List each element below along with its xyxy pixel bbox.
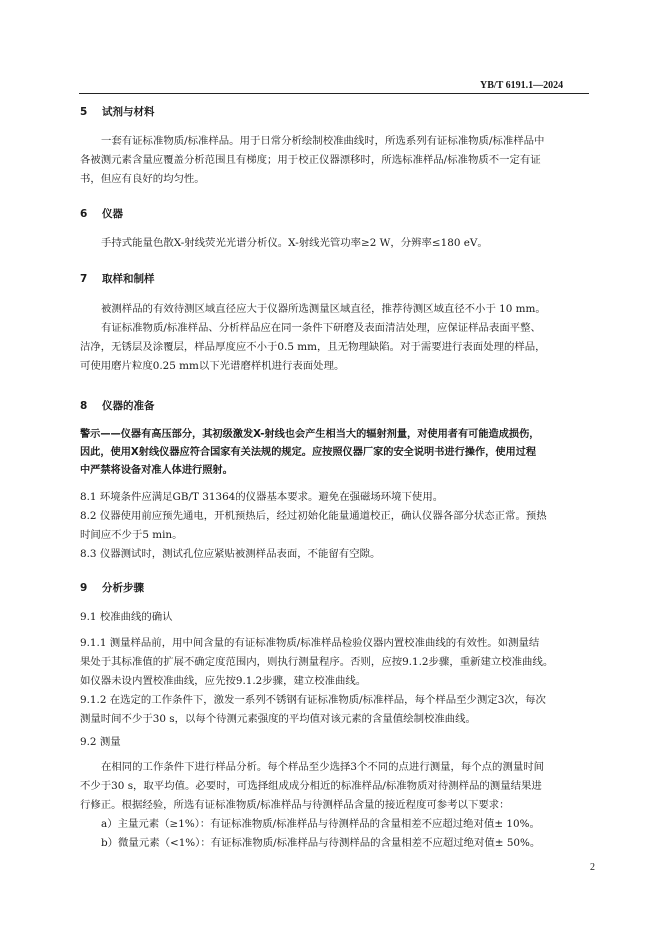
- section-5-heading: [80, 104, 155, 119]
- paragraph-line: 行修正。根据经验，所选有证标准物质/标准样品与待测样品含量的接近程度可参考以下要求：: [80, 799, 510, 811]
- paragraph-line: 测量时间不少于30 s，以每个待测元素强度的平均值对该元素的含量值绘制校准曲线。: [80, 713, 476, 725]
- list-item: b）微量元素（<1%）：有证标准物质/标准样品与待测样品的含量相差不应超过绝对值± 50%。: [101, 837, 541, 849]
- page-number: 2: [590, 862, 595, 873]
- section-6-body: [101, 234, 488, 253]
- paragraph-line: 不少于30 s，取平均值。必要时，可选择组成成分相近的标准样品/标准物质对待测样品的测量结果进: [80, 780, 542, 792]
- paragraph-line: 有证标准物质/标准样品、分析样品应在同一条件下研磨及表面清洁处理，应保证样品表面平整、: [101, 322, 541, 334]
- paragraph-line: 在相同的工作条件下进行样品分析。每个样品至少选择3个不同的点进行测量，每个点的测量时间: [101, 761, 545, 773]
- section-number: 8: [80, 400, 88, 412]
- warning-line: 警示——仪器有高压部分，其初级激发X-射线也会产生相当大的辐射剂量，对使用者有可能造成损伤，: [80, 429, 540, 440]
- paragraph-line: 书，但应有良好的均匀性。: [80, 173, 205, 185]
- section-8-heading: [80, 398, 155, 413]
- paragraph-line: 9.1.2 在选定的工作条件下，激发一系列不锈钢有证标准物质/标准样品，每个样品至少测定3次，每次: [80, 694, 546, 706]
- paragraph-line: 一套有证标准物质/标准样品。用于日常分析绘制校准曲线时，所选系列有证标准物质/标准样品中: [101, 135, 545, 147]
- section-number: 5: [80, 106, 88, 118]
- section-title: 仪器的准备: [102, 400, 155, 412]
- section-number: 9: [80, 582, 88, 594]
- subsection-title: 9.1 校准曲线的确认: [80, 611, 173, 623]
- section-6-heading: [80, 206, 123, 221]
- section-8-body: [80, 488, 547, 564]
- list-item: a）主量元素（≥1%）：有证标准物质/标准样品与待测样品的含量相差不应超过绝对值± 10%。: [101, 818, 540, 830]
- subsection-9-1-body: [80, 634, 553, 729]
- paragraph-line: 8.3 仪器测试时，测试孔位应紧贴被测样品表面，不能留有空隙。: [80, 548, 381, 560]
- paragraph-line: 8.2 仪器使用前应预先通电，开机预热后，经过初始化能量通道校正，确认仪器各部分状态正常。预热: [80, 510, 547, 522]
- header-rule: [79, 93, 589, 94]
- warning-line: 中严禁将设备对准人体进行照射。: [80, 465, 233, 476]
- paragraph-line: 手持式能量色散X-射线荧光光谱分析仪。X-射线光管功率≥2 W，分辨率≤180 eV。: [101, 237, 488, 249]
- section-title: 分析步骤: [102, 582, 144, 594]
- section-7-body: [80, 300, 546, 376]
- subsection-title: 9.2 测量: [80, 736, 121, 748]
- paragraph-line: 如仪器未设内置校准曲线，应先按9.1.2步骤，建立校准曲线。: [80, 675, 367, 687]
- paragraph-line: 9.1.1 测量样品前，用中间含量的有证标准物质/标准样品检验仪器内置校准曲线的有效性。如测量结: [80, 637, 540, 649]
- warning-line: 因此，使用X射线仪器应符合国家有关法规的规定。应按照仪器厂家的安全说明书进行操作，使用过程: [80, 447, 537, 458]
- section-number: 7: [80, 273, 88, 285]
- section-7-heading: [80, 271, 155, 286]
- section-title: 取样和制样: [102, 273, 155, 285]
- warning-notice: [80, 426, 540, 480]
- paragraph-line: 各被测元素含量应覆盖分析范围且有梯度；用于校正仪器漂移时，所选标准样品/标准物质不一定有证: [80, 154, 541, 166]
- subsection-9-1-heading: [80, 608, 173, 627]
- section-title: 仪器: [102, 208, 123, 220]
- paragraph-line: 被测样品的有效待测区域直径应大于仪器所选测量区域直径，推荐待测区域直径不小于 10 mm。: [101, 303, 546, 315]
- section-number: 6: [80, 208, 88, 220]
- subsection-9-2-heading: [80, 733, 121, 752]
- section-title: 试剂与材料: [102, 106, 155, 118]
- subsection-9-2-body: [80, 758, 544, 853]
- paragraph-line: 8.1 环境条件应满足GB/T 31364的仪器基本要求。避免在强磁场环境下使用。: [80, 491, 444, 503]
- section-9-heading: [80, 580, 144, 595]
- paragraph-line: 果处于其标准值的扩展不确定度范围内，则执行测量程序。否则，应按9.1.2步骤，重新建立校准曲线。: [80, 656, 554, 668]
- paragraph-line: 时间应不少于5 min。: [80, 529, 183, 541]
- paragraph-line: 洁净，无锈层及涂覆层，样品厚度应不小于0.5 mm，且无物理缺陷。对于需要进行表面处理的样品，: [80, 341, 546, 353]
- section-5-body: [80, 132, 544, 189]
- standard-number: YB/T 6191.1—2024: [480, 80, 564, 91]
- paragraph-line: 可使用磨片粒度0.25 mm以下光谱磨样机进行表面处理。: [80, 360, 345, 372]
